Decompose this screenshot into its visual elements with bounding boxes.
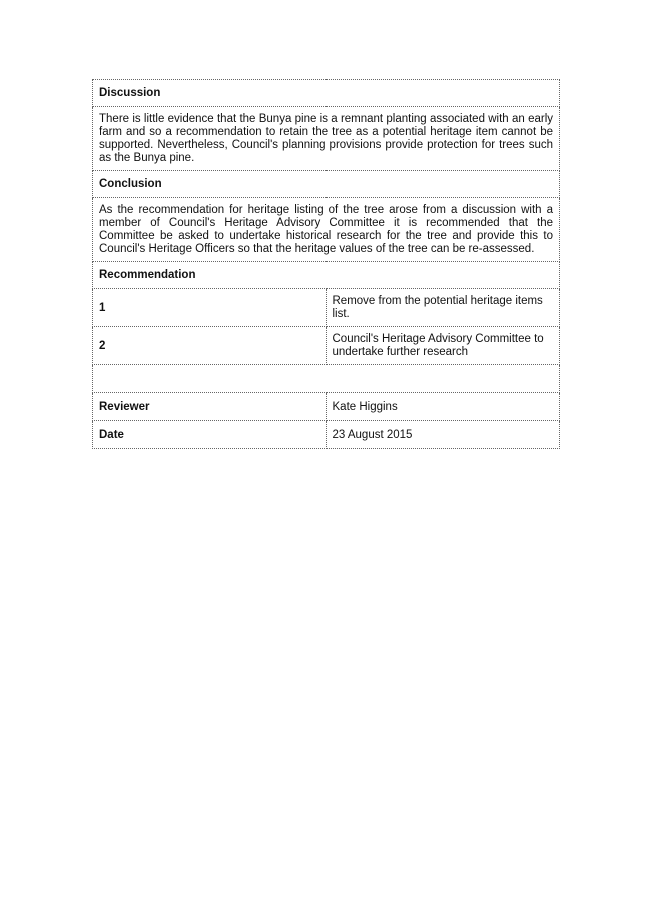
date-label: Date [93, 421, 327, 449]
conclusion-text: As the recommendation for heritage listing of the tree arose from a discussion with a member of Council's Heritage Advisory Committee it is recommended that the Committee be asked to undertake historical research for the tree and provide this to Council's Heritage Officers so that the heritage values of the tree can be re-assessed. [93, 198, 560, 262]
reviewer-label: Reviewer [93, 393, 327, 421]
date-value: 23 August 2015 [326, 421, 560, 449]
recommendation-row [93, 327, 560, 365]
recommendation-text: Remove from the potential heritage items list. [326, 289, 560, 327]
blank-row [93, 365, 560, 393]
recommendation-number: 1 [93, 289, 327, 327]
discussion-text: There is little evidence that the Bunya pine is a remnant planting associated with an early farm and so a recommendation to retain the tree as a potential heritage item cannot be supported. Nevertheless, Council's planning provisions provide protection for trees such as the Bunya pine. [93, 107, 560, 171]
reviewer-value: Kate Higgins [326, 393, 560, 421]
recommendation-heading: Recommendation [93, 262, 560, 289]
conclusion-heading: Conclusion [93, 171, 560, 198]
discussion-heading: Discussion [93, 80, 560, 107]
recommendation-row [93, 289, 560, 327]
recommendation-number: 2 [93, 327, 327, 365]
report-table [92, 79, 560, 449]
recommendation-text: Council's Heritage Advisory Committee to undertake further research [326, 327, 560, 365]
